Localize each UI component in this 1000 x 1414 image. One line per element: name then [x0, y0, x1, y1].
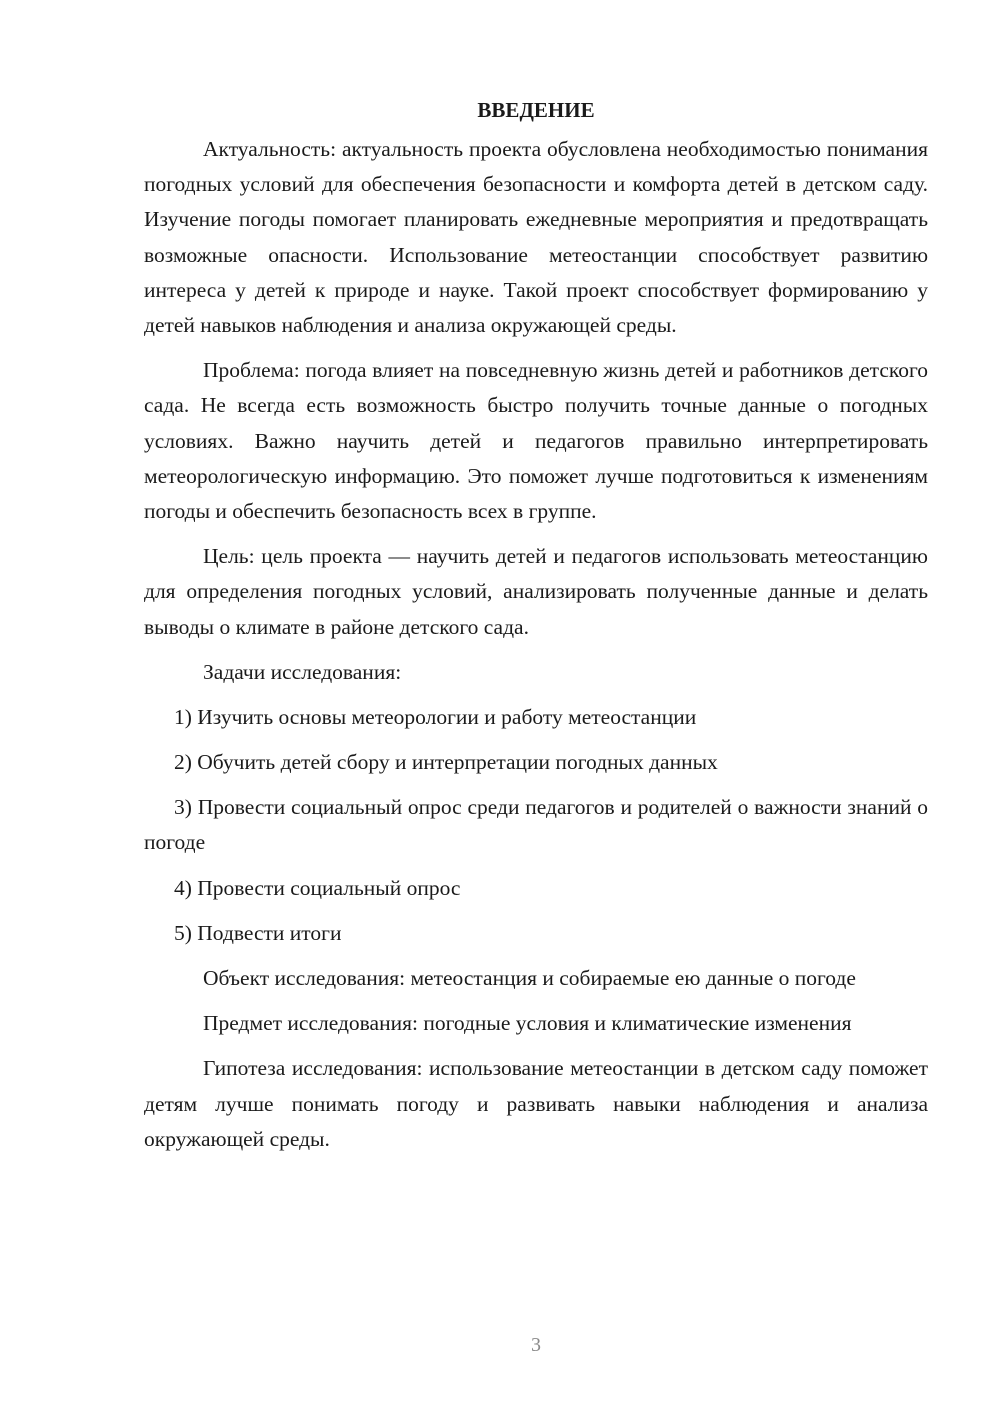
problem-paragraph: Проблема: погода влияет на повседневную жизнь детей и работников детского сада. Не всегда есть возможность быстро получить точные данные о погодных условиях. Важно научить детей и педагогов правильно интерпретировать метеорологическую информацию. Это поможет лучше подготовиться к изменениям погоды и обеспечить безопасность всех в группе. — [144, 358, 928, 524]
task-item-4: 4) Провести социальный опрос — [174, 875, 461, 900]
task-item-3: 3) Провести социальный опрос среди педагогов и родителей о важности знаний о погоде — [144, 795, 928, 855]
relevance-paragraph: Актуальность: актуальность проекта обусловлена необходимостью понимания погодных условий для обеспечения безопасности и комфорта детей в детском саду. Изучение погоды помогает планировать ежедневные мероприятия и предотвращать возможные опасности. Использование метеостанции способствует развитию интереса у детей к природе и науке. Такой проект способствует формированию у детей навыков наблюдения и анализа окружающей среды. — [144, 137, 928, 338]
document-page — [144, 92, 928, 1167]
task-item-1: 1) Изучить основы метеорологии и работу метеостанции — [174, 704, 697, 729]
page-number: 3 — [531, 1334, 541, 1356]
task-item-2: 2) Обучить детей сбору и интерпретации погодных данных — [174, 750, 718, 775]
goal-paragraph: Цель: цель проекта — научить детей и педагогов использовать метеостанцию для определения погодных условий, анализировать полученные данные и делать выводы о климате в районе детского сада. — [144, 544, 928, 639]
page-title: ВВЕДЕНИЕ — [477, 98, 595, 122]
object-paragraph: Объект исследования: метеостанция и собираемые ею данные о погоде — [203, 966, 856, 991]
tasks-heading: Задачи исследования: — [203, 659, 402, 684]
task-item-5: 5) Подвести итоги — [174, 920, 342, 945]
subject-paragraph: Предмет исследования: погодные условия и климатические изменения — [203, 1011, 852, 1036]
hypothesis-paragraph: Гипотеза исследования: использование метеостанции в детском саду поможет детям лучше понимать погоду и развивать навыки наблюдения и анализа окружающей среды. — [144, 1056, 928, 1151]
